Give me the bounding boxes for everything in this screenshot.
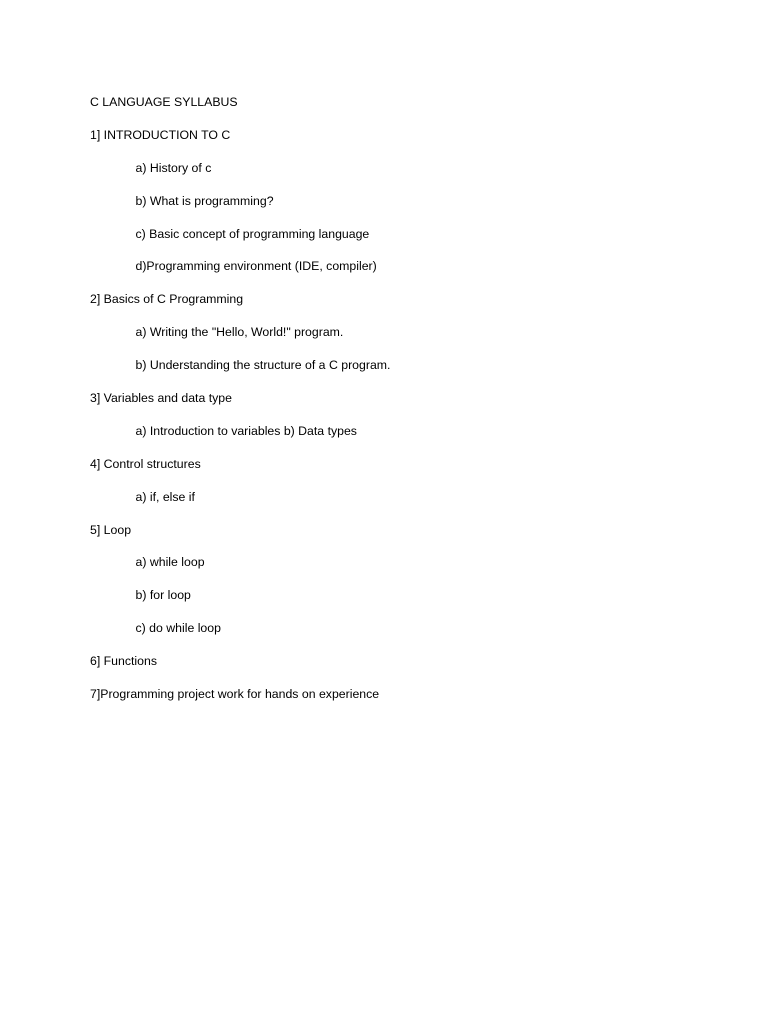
subtopic-line: c) Basic concept of programming language: [135, 226, 370, 241]
section-heading: 7]Programming project work for hands on experience: [90, 687, 380, 702]
section-heading: 2] Basics of C Programming: [90, 292, 244, 307]
section-heading: 4] Control structures: [90, 456, 201, 471]
document-title: C LANGUAGE SYLLABUS: [90, 95, 238, 109]
subtopic-line: a) Writing the "Hello, World!" program.: [135, 325, 344, 340]
subtopic-line: a) Introduction to variables b) Data types: [135, 423, 357, 438]
syllabus-content: [90, 94, 730, 719]
subtopic-line: d)Programming environment (IDE, compiler): [135, 259, 377, 274]
subtopic-line: b) What is programming?: [135, 193, 274, 208]
section-heading: 5] Loop: [90, 522, 132, 537]
subtopic-line: a) History of c: [135, 160, 212, 175]
subtopic-line: b) for loop: [135, 588, 191, 603]
section-heading: 3] Variables and data type: [90, 391, 232, 406]
subtopic-line: b) Understanding the structure of a C program.: [135, 358, 391, 373]
subtopic-line: c) do while loop: [135, 621, 221, 636]
subtopic-line: a) if, else if: [135, 489, 195, 504]
subtopic-line: a) while loop: [135, 555, 205, 570]
section-heading: 6] Functions: [90, 654, 157, 669]
section-heading: 1] INTRODUCTION TO C: [90, 127, 231, 142]
